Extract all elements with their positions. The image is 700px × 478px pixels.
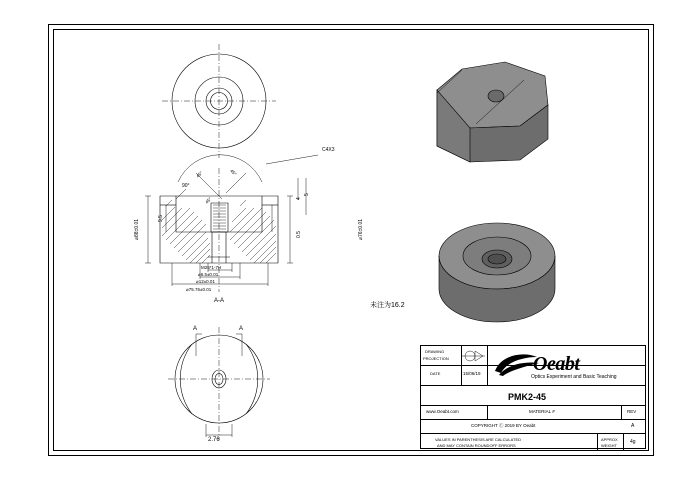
- section-label-left: A: [193, 326, 198, 332]
- company-logo: [487, 347, 645, 385]
- top-view: [162, 44, 276, 158]
- disclaimer-line1: VALUES IN PARENTHESIS ARE CALCULATED: [435, 437, 522, 442]
- rev-label: REV: [627, 409, 637, 414]
- iso-view-top: [437, 62, 548, 162]
- tb-rule-3: [421, 405, 645, 406]
- tb-vrule-3: [487, 405, 488, 419]
- dim-inner-small-1: 4: [296, 197, 302, 200]
- copyright: COPYRIGHT Ⓒ 2019 BY Oeabt: [471, 423, 536, 428]
- approx-value: 4g: [630, 439, 636, 445]
- dim-inner-depth-left: 9.5: [158, 215, 164, 222]
- tb-vrule-5: [597, 433, 598, 450]
- dim-bottom: 2.76: [208, 437, 220, 443]
- iso-view-bottom: [439, 223, 555, 322]
- dim-inner-depth-right: 0.5: [296, 231, 302, 238]
- disclaimer-line2: AND MAY CONTAIN ROUNDOFF ERRORS: [437, 443, 516, 448]
- title-block: [420, 345, 646, 449]
- tb-rule-5: [421, 433, 645, 434]
- projection-symbol-icon: [461, 346, 487, 365]
- logo-text: Oeabt: [533, 353, 580, 375]
- projection-label-line1: DRAWING: [425, 349, 445, 354]
- dim-bore-3: ⌀75.76±0.01: [186, 287, 212, 292]
- tb-rule-4: [421, 419, 645, 420]
- material-label: MATERIAL #: [529, 409, 555, 414]
- dim-bore-1: ⌀6.5±0.01: [198, 272, 219, 277]
- part-number: PMK2-45: [508, 392, 547, 402]
- approx-label-line2: WEIGHT: [601, 443, 617, 448]
- section-view-name: A-A: [214, 298, 225, 304]
- website: www.Oeabt.com: [426, 409, 459, 414]
- dim-inner-small-2: 5: [304, 193, 310, 196]
- dim-bore-2: ⌀12±0.01: [196, 279, 215, 284]
- approx-label-line1: APPROX: [601, 437, 618, 442]
- dim-right-height: ⌀76±0.01: [358, 218, 364, 240]
- tb-rule-2: [421, 385, 645, 386]
- date-label: DATE: [430, 371, 441, 376]
- tb-vrule-4: [621, 405, 622, 419]
- dim-angle-45-b: 45°: [229, 168, 238, 177]
- dim-angle-45-a: 45°: [195, 170, 204, 179]
- section-view: [145, 155, 318, 292]
- dim-angle-45-c: 45°: [204, 196, 213, 205]
- date-value: 15/06/19: [463, 371, 481, 376]
- projection-label-line2: PROJECTION: [423, 356, 449, 361]
- bottom-view: [168, 327, 270, 440]
- logo-tagline: Optics Experiment and Basic Teaching: [531, 374, 617, 380]
- dim-thread-note: M25*1-7H: [201, 265, 222, 270]
- section-label-right: A: [239, 326, 244, 332]
- dim-left-height: ⌀88±0.01: [134, 218, 140, 240]
- rev-value: A: [631, 423, 635, 429]
- general-note: 未注为16.2: [370, 302, 405, 309]
- dim-angle-90: 90°: [182, 183, 190, 189]
- dim-top-chamfer: C4X3: [322, 147, 335, 153]
- tb-vrule-6: [623, 433, 624, 450]
